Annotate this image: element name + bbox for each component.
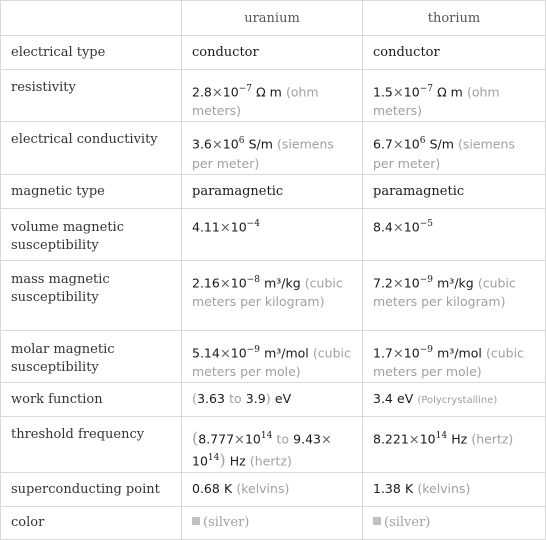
range-high-mantissa: 9.43 <box>293 431 321 447</box>
uranium-value: (3.63 to 3.9) eV <box>182 382 363 416</box>
color-name: (silver) <box>203 515 250 531</box>
exponent: −7 <box>419 84 433 94</box>
silver-swatch-icon <box>373 517 381 525</box>
unit-name: (kelvins) <box>417 481 471 497</box>
mantissa: 2.8 <box>192 84 212 100</box>
unit-name: (siemens per meter) <box>192 136 334 171</box>
header-row <box>1 1 546 36</box>
note: (Polycrystalline) <box>417 395 498 407</box>
unit-name: (siemens per meter) <box>373 136 515 171</box>
mantissa: 8.221 <box>373 431 409 447</box>
unit-name: (ohm meters) <box>373 84 500 119</box>
header-empty-cell <box>1 1 182 36</box>
value: 0.68 <box>192 481 220 497</box>
mantissa: 2.16 <box>192 274 220 290</box>
table-row <box>1 416 546 472</box>
header-uranium: uranium <box>182 1 363 36</box>
row-label: color <box>1 506 182 539</box>
unit: Ω m <box>256 84 282 100</box>
exponent: −9 <box>419 344 433 355</box>
uranium-value: $2.8\times 10^{-7}$ Ω m (ohm meters) <box>182 70 363 122</box>
exponent: −5 <box>419 218 433 229</box>
row-label: mass magnetic susceptibility <box>1 260 182 330</box>
table-row <box>1 36 546 70</box>
unit-name: (hertz) <box>471 431 514 447</box>
exponent: 14 <box>435 430 448 441</box>
mantissa: 4.11 <box>192 218 220 234</box>
mantissa: 3.6 <box>192 136 212 152</box>
table-row <box>1 208 546 260</box>
unit: S/m <box>248 136 273 152</box>
thorium-value: $7.2\times 10^{-9}$ m³/kg (cubic meters per kilogram) <box>363 260 546 330</box>
unit: Hz <box>451 431 468 447</box>
range-low-exponent: 14 <box>260 430 273 441</box>
table-row <box>1 506 546 539</box>
uranium-value <box>182 472 363 506</box>
thorium-value: paramagnetic <box>363 174 546 208</box>
row-label: threshold frequency <box>1 416 182 472</box>
unit: Ω m <box>437 84 463 100</box>
uranium-value: $5.14\times 10^{-9}$ m³/mol (cubic meters per mole) <box>182 330 363 382</box>
uranium-value: $4.11\times 10^{-4}$ <box>182 208 363 260</box>
thorium-value <box>363 506 546 539</box>
table-row <box>1 330 546 382</box>
uranium-value: ($8.777\times 10^{14}$ to $9.43\times 10^{14}$) Hz (hertz) <box>182 416 363 472</box>
table-row <box>1 382 546 416</box>
exponent: −9 <box>419 274 433 285</box>
unit: K <box>223 481 233 497</box>
thorium-value: $1.5\times 10^{-7}$ Ω m (ohm meters) <box>363 70 546 122</box>
range-low: 3.63 <box>197 391 225 407</box>
unit-name: (kelvins) <box>236 481 290 497</box>
value: 3.4 <box>373 391 393 407</box>
unit-name: (cubic meters per mole) <box>192 344 351 379</box>
thorium-value <box>363 382 546 416</box>
thorium-value: $8.221\times 10^{14}$ Hz (hertz) <box>363 416 546 472</box>
range-low-mantissa: 8.777 <box>198 431 235 447</box>
unit: K <box>404 481 414 497</box>
mantissa: 8.4 <box>373 218 393 234</box>
thorium-value: $8.4\times 10^{-5}$ <box>363 208 546 260</box>
unit-name: (ohm meters) <box>192 84 319 119</box>
unit: S/m <box>429 136 454 152</box>
row-label: work function <box>1 382 182 416</box>
mantissa: 7.2 <box>373 274 393 290</box>
range-high: 3.9 <box>245 391 266 407</box>
unit-name: (hertz) <box>249 453 292 469</box>
row-label: electrical type <box>1 36 182 70</box>
uranium-value: $2.16\times 10^{-8}$ m³/kg (cubic meters per kilogram) <box>182 260 363 330</box>
thorium-value: $6.7\times 10^6$ S/m (siemens per meter) <box>363 122 546 174</box>
exponent: −4 <box>246 218 260 229</box>
unit: m³/kg <box>437 274 474 290</box>
table-row <box>1 122 546 174</box>
unit: m³/kg <box>264 274 301 290</box>
row-label: volume magnetic susceptibility <box>1 208 182 260</box>
table-row <box>1 260 546 330</box>
value: 1.38 <box>373 481 401 497</box>
exponent: 6 <box>419 136 426 147</box>
unit: Hz <box>229 453 246 469</box>
unit: eV <box>274 391 292 407</box>
unit-name: (cubic meters per mole) <box>373 344 524 379</box>
unit-name: (cubic meters per kilogram) <box>373 274 516 309</box>
table-row <box>1 70 546 122</box>
unit: m³/mol <box>264 344 309 360</box>
unit: eV <box>397 391 414 407</box>
row-label: magnetic type <box>1 174 182 208</box>
range-to: to <box>229 391 242 407</box>
range-high-exponent: 14 <box>207 453 220 464</box>
mantissa: 1.5 <box>373 84 393 100</box>
thorium-value: conductor <box>363 36 546 70</box>
mantissa: 5.14 <box>192 344 220 360</box>
row-label: superconducting point <box>1 472 182 506</box>
uranium-value: $3.6\times 10^6$ S/m (siemens per meter) <box>182 122 363 174</box>
exponent: −9 <box>246 344 260 355</box>
unit-name: (cubic meters per kilogram) <box>192 274 343 309</box>
row-label: electrical conductivity <box>1 122 182 174</box>
exponent: 6 <box>238 136 245 147</box>
thorium-value <box>363 472 546 506</box>
table-row <box>1 174 546 208</box>
uranium-value <box>182 506 363 539</box>
row-label: molar magnetic susceptibility <box>1 330 182 382</box>
mantissa: 6.7 <box>373 136 393 152</box>
row-label: resistivity <box>1 70 182 122</box>
exponent: −7 <box>238 84 252 94</box>
uranium-value: paramagnetic <box>182 174 363 208</box>
color-name: (silver) <box>384 515 431 531</box>
thorium-value: $1.7\times 10^{-9}$ m³/mol (cubic meters per mole) <box>363 330 546 382</box>
uranium-value: conductor <box>182 36 363 70</box>
unit: m³/mol <box>437 344 482 360</box>
header-thorium: thorium <box>363 1 546 36</box>
table-row <box>1 472 546 506</box>
exponent: −8 <box>246 274 260 285</box>
range-to: to <box>276 431 290 447</box>
mantissa: 1.7 <box>373 344 393 360</box>
silver-swatch-icon <box>192 517 200 525</box>
